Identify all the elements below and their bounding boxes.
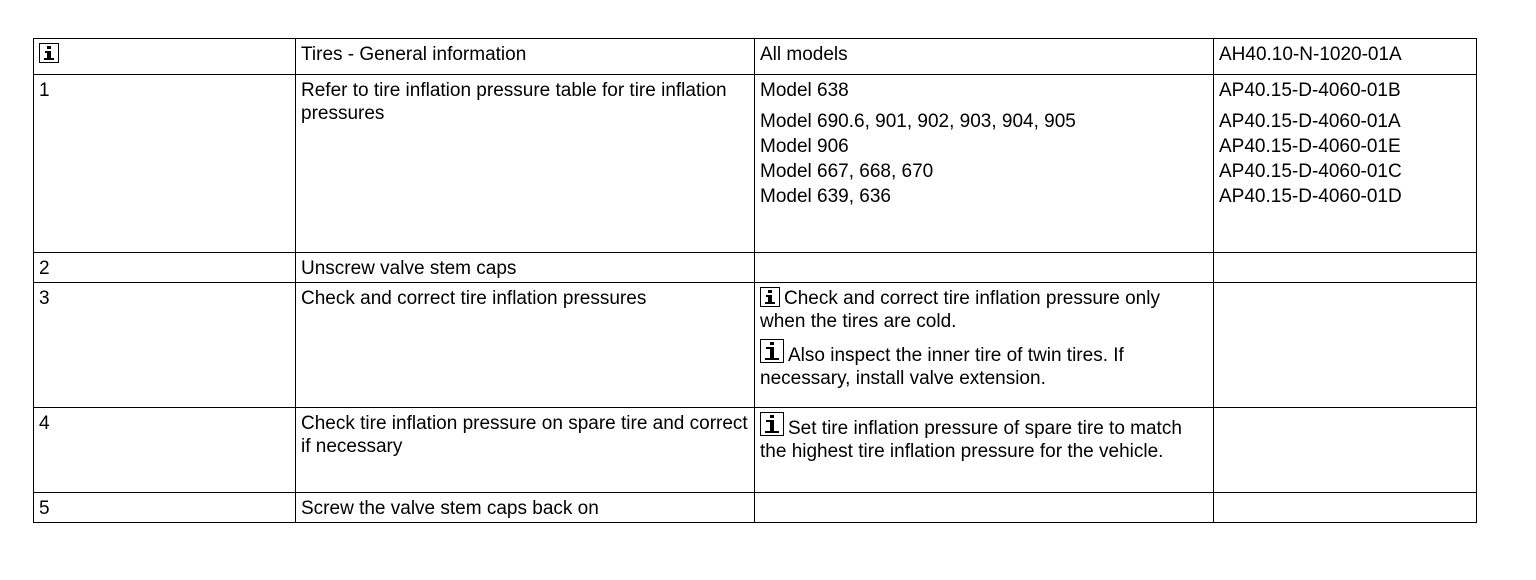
step-number: 2 <box>34 253 296 283</box>
note-text: Set tire inflation pressure of spare tire to match the highest tire inflation pressure for the vehicle. <box>760 418 1182 462</box>
info-icon <box>760 339 784 363</box>
model-code-list <box>1214 75 1477 253</box>
model-name: Model 638 <box>760 80 849 101</box>
procedure-table <box>33 38 1477 523</box>
code-cell <box>1214 283 1477 408</box>
table-row <box>34 253 1477 283</box>
model-code: AP40.15-D-4060-01B <box>1219 80 1401 101</box>
note <box>760 287 1208 333</box>
note <box>760 412 1208 463</box>
model-code: AP40.15-D-4060-01D <box>1219 186 1402 207</box>
notes-cell <box>755 493 1214 523</box>
note-text: Also inspect the inner tire of twin tires. If necessary, install valve extension. <box>760 345 1124 389</box>
step-number: 5 <box>34 493 296 523</box>
model-list <box>755 75 1214 253</box>
table-row <box>34 283 1477 408</box>
header-code: AH40.10-N-1020-01A <box>1214 39 1477 75</box>
model-code: AP40.15-D-4060-01A <box>1219 111 1401 132</box>
table-row <box>34 493 1477 523</box>
info-icon <box>39 43 59 63</box>
model-name: Model 639, 636 <box>760 186 891 207</box>
step-action: Check tire inflation pressure on spare tire and correct if necessary <box>296 408 755 493</box>
header-applicability: All models <box>755 39 1214 75</box>
model-name: Model 906 <box>760 136 849 157</box>
model-name: Model 690.6, 901, 902, 903, 904, 905 <box>760 111 1076 132</box>
code-cell <box>1214 493 1477 523</box>
step-action: Screw the valve stem caps back on <box>296 493 755 523</box>
step-action: Unscrew valve stem caps <box>296 253 755 283</box>
table-row <box>34 408 1477 493</box>
model-code: AP40.15-D-4060-01E <box>1219 136 1401 157</box>
step-action: Check and correct tire inflation pressures <box>296 283 755 408</box>
table-row <box>34 75 1477 253</box>
info-icon <box>760 287 780 307</box>
info-icon <box>760 412 784 436</box>
notes-cell <box>755 283 1214 408</box>
step-number: 1 <box>34 75 296 253</box>
step-action: Refer to tire inflation pressure table for tire inflation pressures <box>296 75 755 253</box>
table-header-row <box>34 39 1477 75</box>
code-cell <box>1214 408 1477 493</box>
model-name: Model 667, 668, 670 <box>760 161 934 182</box>
header-title: Tires - General information <box>296 39 755 75</box>
notes-cell <box>755 253 1214 283</box>
header-icon-cell <box>34 39 296 75</box>
note-text: Check and correct tire inflation pressure only when the tires are cold. <box>760 288 1160 332</box>
step-number: 3 <box>34 283 296 408</box>
code-cell <box>1214 253 1477 283</box>
notes-cell <box>755 408 1214 493</box>
note <box>760 339 1208 390</box>
model-code: AP40.15-D-4060-01C <box>1219 161 1402 182</box>
step-number: 4 <box>34 408 296 493</box>
